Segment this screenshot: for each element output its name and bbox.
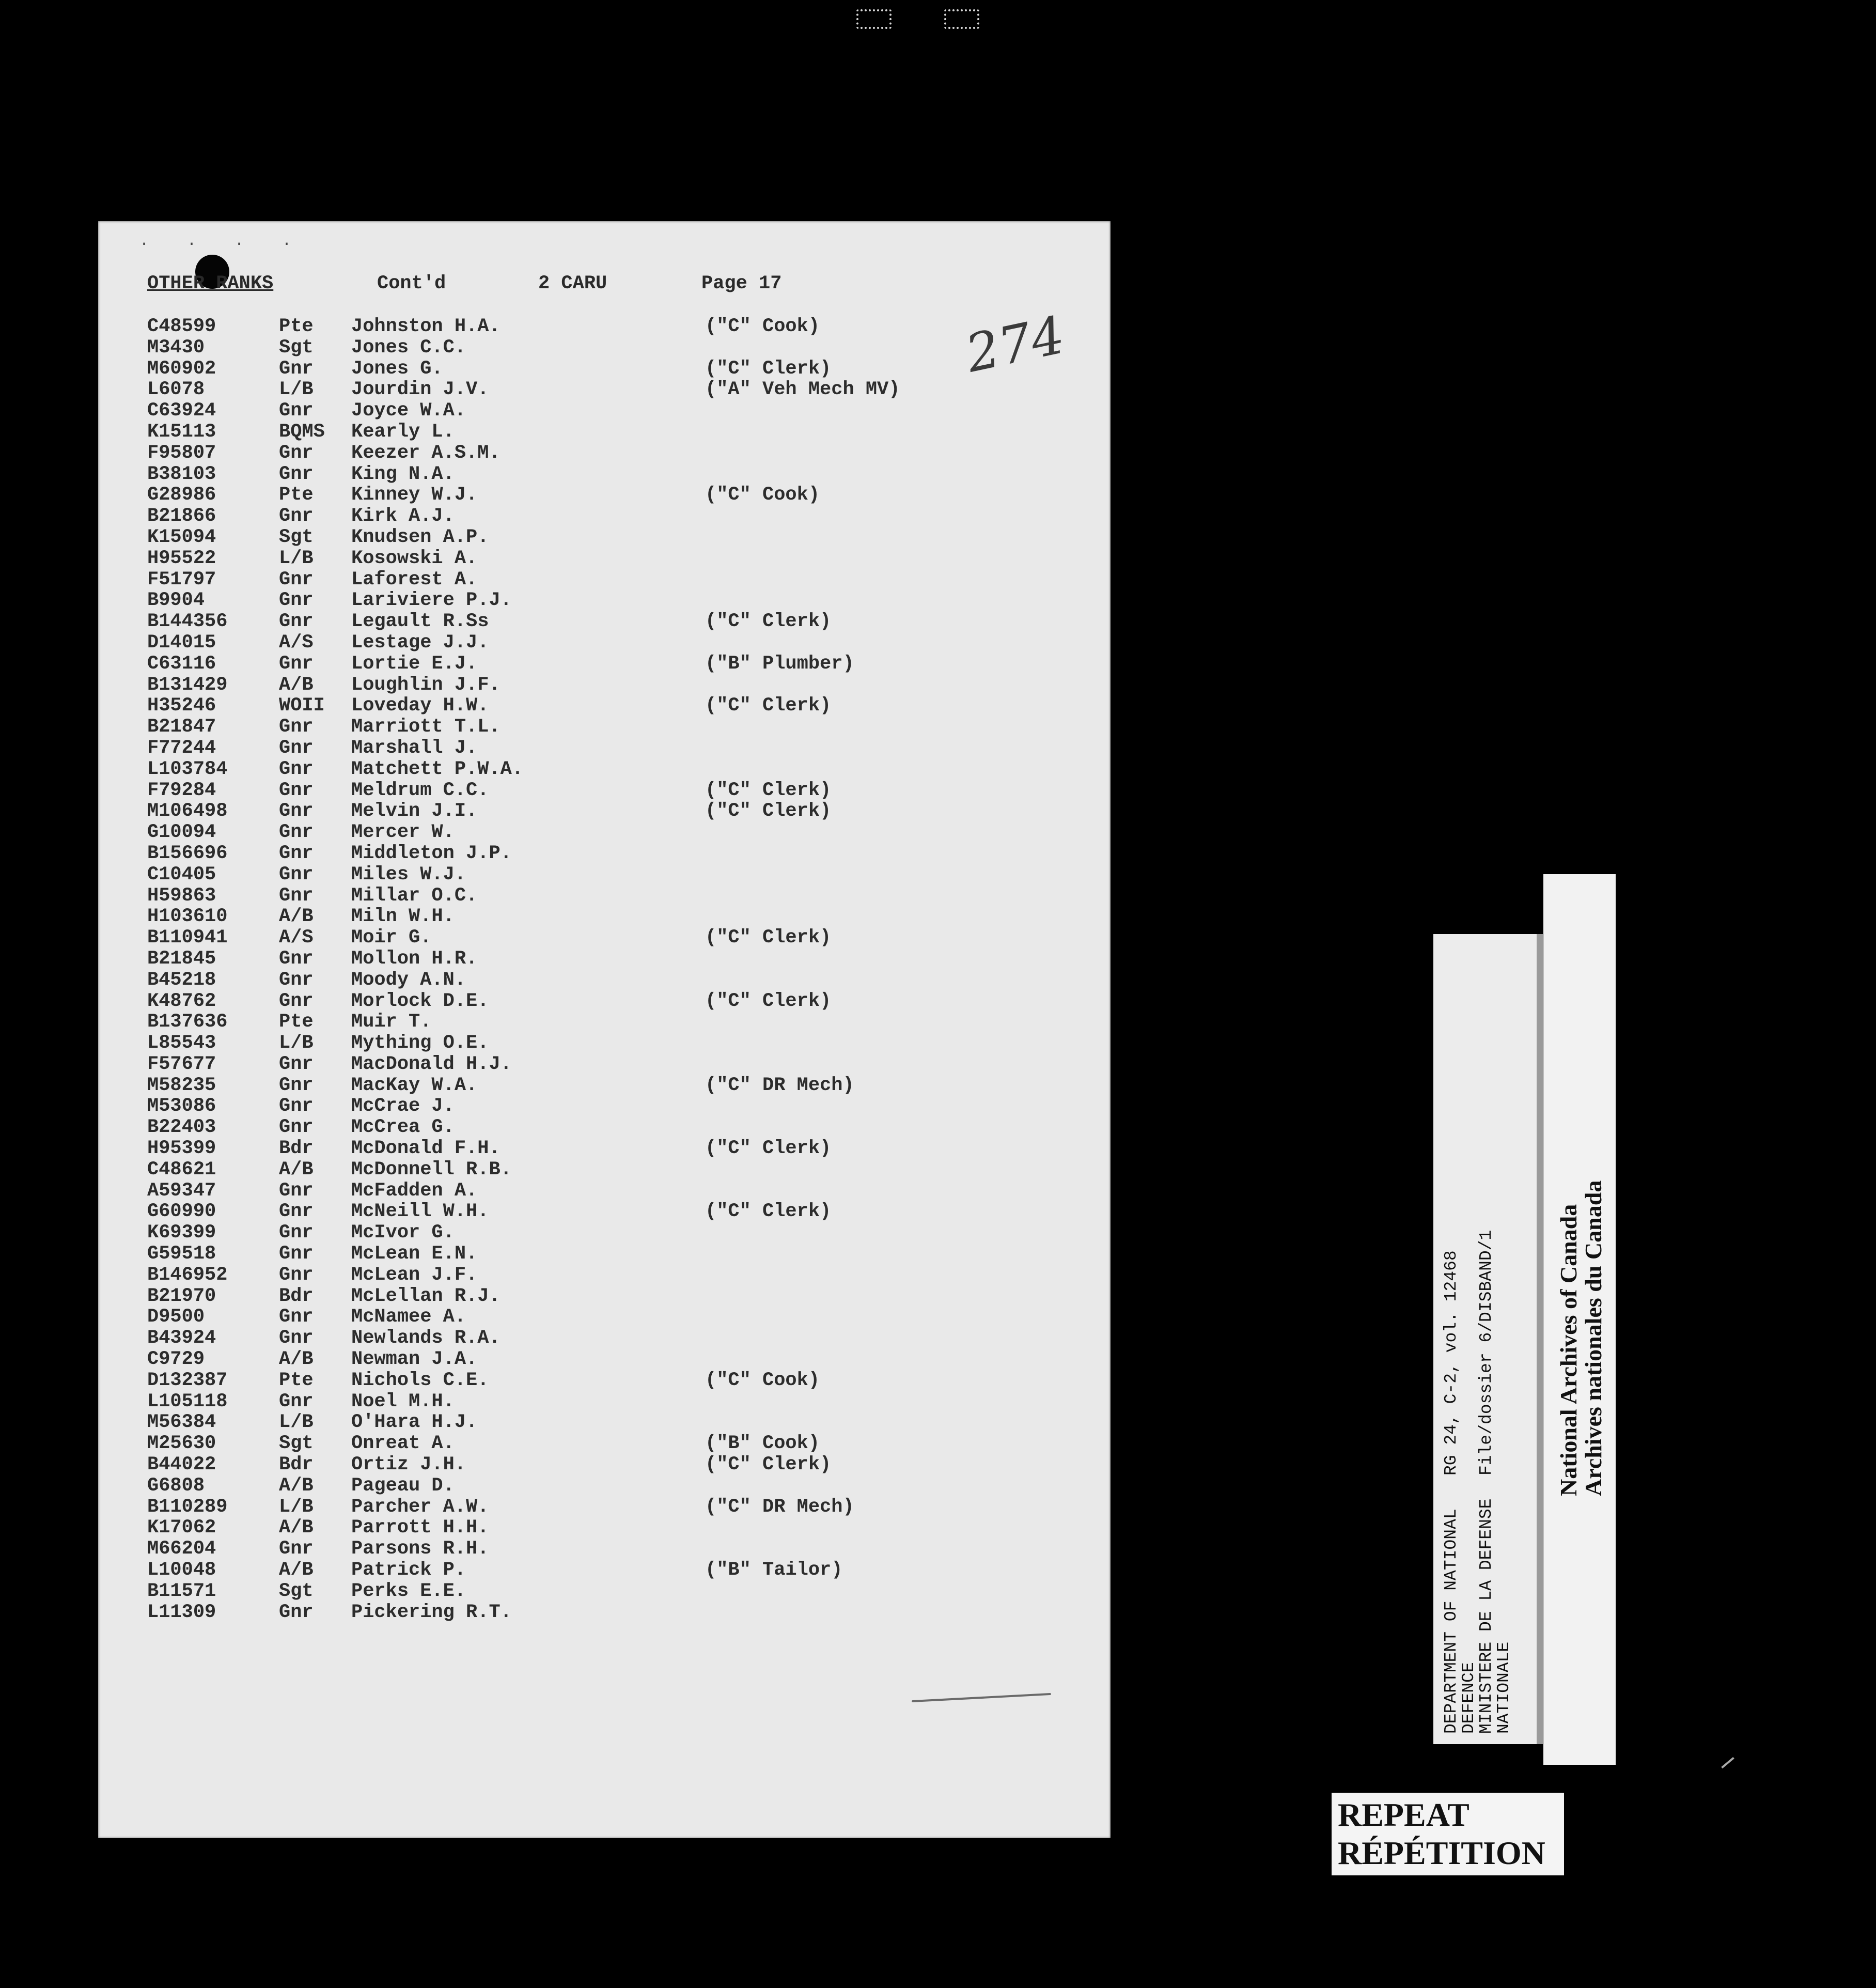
rank: A/B — [279, 674, 314, 696]
list-item — [147, 1517, 1077, 1539]
list-item — [147, 970, 1077, 991]
archive-name-label — [1543, 874, 1616, 1765]
soldier-name: Knudsen A.P. — [351, 526, 489, 548]
trade-note: ("C" Clerk) — [705, 1138, 832, 1160]
service-number: F95807 — [147, 442, 216, 464]
soldier-name: Moir G. — [351, 927, 432, 949]
rank: A/B — [279, 1559, 314, 1581]
rank: Gnr — [279, 990, 314, 1012]
service-number: C48599 — [147, 316, 216, 337]
soldier-name: McFadden A. — [351, 1179, 478, 1202]
service-number: B110289 — [147, 1496, 228, 1518]
list-item — [147, 1012, 1077, 1033]
service-number: G60990 — [147, 1201, 216, 1223]
rank: Gnr — [279, 1264, 314, 1286]
rank: A/B — [279, 1474, 314, 1497]
service-number: H95522 — [147, 547, 216, 569]
service-number: F51797 — [147, 568, 216, 591]
trade-note: ("C" Clerk) — [705, 990, 832, 1012]
film-frame-mark — [856, 9, 892, 29]
soldier-name: Muir T. — [351, 1011, 432, 1033]
department-text: DEPARTMENT OF NATIONAL DEFENCE MINISTERE DE LA DEFENSE NATIONALE — [1442, 1498, 1513, 1734]
soldier-name: Pickering R.T. — [351, 1601, 512, 1623]
service-number: B131429 — [147, 674, 228, 696]
list-item — [147, 611, 1077, 632]
service-number: B110941 — [147, 927, 228, 949]
soldier-name: Newlands R.A. — [351, 1327, 501, 1349]
rank: Gnr — [279, 442, 314, 464]
rank: A/B — [279, 1348, 314, 1371]
list-item — [147, 1033, 1077, 1054]
section-heading: OTHER RANKS — [147, 273, 274, 294]
trade-note: ("B" Tailor) — [705, 1559, 843, 1581]
soldier-name: Loveday H.W. — [351, 695, 489, 717]
service-number: F77244 — [147, 737, 216, 759]
list-item — [147, 1349, 1077, 1370]
rank: Bdr — [279, 1285, 314, 1307]
soldier-name: Miles W.J. — [351, 863, 466, 886]
trade-note: ("C" Clerk) — [705, 927, 832, 949]
soldier-name: Legault R.Ss — [351, 611, 489, 633]
rank: Gnr — [279, 1095, 314, 1117]
soldier-name: Kinney W.J. — [351, 484, 478, 506]
archive-name-english: National Archives of Canada — [1555, 1204, 1582, 1496]
service-number: L85543 — [147, 1032, 216, 1054]
soldier-name: Morlock D.E. — [351, 990, 489, 1012]
soldier-name: Millar O.C. — [351, 884, 478, 907]
list-item — [147, 1560, 1077, 1581]
soldier-name: MacDonald H.J. — [351, 1053, 512, 1075]
service-number: B44022 — [147, 1454, 216, 1476]
repeat-stamp-line1: REPEAT — [1338, 1796, 1469, 1833]
service-number: G59518 — [147, 1243, 216, 1265]
document-page — [98, 221, 1111, 1838]
rank: Gnr — [279, 842, 314, 864]
list-item — [147, 1307, 1077, 1328]
page-number: Page 17 — [701, 273, 782, 294]
rank: Gnr — [279, 1179, 314, 1202]
list-item — [147, 1265, 1077, 1286]
service-number: D132387 — [147, 1369, 228, 1391]
soldier-name: Matchett P.W.A. — [351, 758, 524, 780]
list-item — [147, 886, 1077, 907]
trade-note: ("C" Cook) — [705, 316, 820, 337]
rank: L/B — [279, 1032, 314, 1054]
soldier-name: Nichols C.E. — [351, 1369, 489, 1391]
service-number: F79284 — [147, 779, 216, 801]
list-item — [147, 1181, 1077, 1202]
trade-note: ("C" Clerk) — [705, 1201, 832, 1223]
service-number: C63116 — [147, 653, 216, 675]
list-item — [147, 590, 1077, 611]
list-item — [147, 1286, 1077, 1307]
list-item — [147, 675, 1077, 696]
soldier-name: Mything O.E. — [351, 1032, 489, 1054]
rank: A/B — [279, 1517, 314, 1539]
rank: Gnr — [279, 779, 314, 801]
rank: Pte — [279, 316, 314, 337]
rank: Gnr — [279, 1074, 314, 1096]
service-number: M60902 — [147, 358, 216, 380]
rank: Gnr — [279, 589, 314, 612]
soldier-name: McDonnell R.B. — [351, 1158, 512, 1181]
rank: Sgt — [279, 1433, 314, 1455]
list-item — [147, 1096, 1077, 1117]
soldier-name: Laforest A. — [351, 568, 478, 591]
list-item — [147, 1391, 1077, 1412]
list-item — [147, 1370, 1077, 1391]
list-item — [147, 1159, 1077, 1181]
service-number: M3430 — [147, 336, 205, 359]
list-item — [147, 738, 1077, 759]
list-item — [147, 695, 1077, 717]
list-item — [147, 1054, 1077, 1075]
list-item — [147, 632, 1077, 654]
unit-label: 2 CARU — [538, 273, 607, 294]
rank: Gnr — [279, 611, 314, 633]
service-number: M66204 — [147, 1538, 216, 1560]
soldier-name: Miln W.H. — [351, 906, 455, 928]
soldier-name: MacKay W.A. — [351, 1074, 478, 1096]
list-item — [147, 464, 1077, 485]
soldier-name: McNeill W.H. — [351, 1201, 489, 1223]
list-item — [147, 506, 1077, 527]
list-item — [147, 359, 1077, 380]
rank: Bdr — [279, 1138, 314, 1160]
rank: Gnr — [279, 1538, 314, 1560]
end-of-list-stroke — [912, 1693, 1051, 1702]
soldier-name: McLellan R.J. — [351, 1285, 501, 1307]
service-number: G6808 — [147, 1474, 205, 1497]
soldier-name: Jones G. — [351, 358, 443, 380]
rank: Gnr — [279, 400, 314, 422]
list-item — [147, 759, 1077, 780]
soldier-name: Marshall J. — [351, 737, 478, 759]
page-specks: . . . . — [139, 232, 306, 250]
service-number: B43924 — [147, 1327, 216, 1349]
soldier-name: Marriott T.L. — [351, 716, 501, 738]
soldier-name: McNamee A. — [351, 1306, 466, 1328]
service-number: H103610 — [147, 906, 228, 928]
service-number: H35246 — [147, 695, 216, 717]
trade-note: ("C" DR Mech) — [705, 1496, 854, 1518]
rank: L/B — [279, 547, 314, 569]
list-item — [147, 717, 1077, 738]
reference-text: RG 24, C-2, vol. 12468 File/dossier 6/DISBAND/1 — [1442, 1230, 1496, 1476]
rank: Gnr — [279, 1306, 314, 1328]
service-number: B22403 — [147, 1116, 216, 1139]
soldier-name: Newman J.A. — [351, 1348, 478, 1371]
service-number: K15094 — [147, 526, 216, 548]
service-number: B21970 — [147, 1285, 216, 1307]
trade-note: ("C" Cook) — [705, 1369, 820, 1391]
rank: Pte — [279, 484, 314, 506]
service-number: D14015 — [147, 631, 216, 654]
list-item — [147, 422, 1077, 443]
soldier-name: Lestage J.J. — [351, 631, 489, 654]
soldier-name: Perks E.E. — [351, 1580, 466, 1602]
list-item — [147, 569, 1077, 591]
service-number: F57677 — [147, 1053, 216, 1075]
soldier-name: Lariviere P.J. — [351, 589, 512, 612]
list-item — [147, 949, 1077, 970]
rank: Gnr — [279, 884, 314, 907]
list-item — [147, 1412, 1077, 1433]
soldier-name: Kirk A.J. — [351, 505, 455, 527]
service-number: B146952 — [147, 1264, 228, 1286]
rank: Gnr — [279, 821, 314, 844]
rank: Sgt — [279, 1580, 314, 1602]
rank: Gnr — [279, 653, 314, 675]
service-number: K15113 — [147, 421, 216, 443]
list-item — [147, 379, 1077, 400]
soldier-name: Middleton J.P. — [351, 842, 512, 864]
soldier-name: Kosowski A. — [351, 547, 478, 569]
service-number: M25630 — [147, 1433, 216, 1455]
trade-note: ("B" Cook) — [705, 1433, 820, 1455]
archive-name-french: Archives nationales du Canada — [1580, 1180, 1606, 1496]
archive-reference-label — [1433, 934, 1543, 1744]
trade-note: ("A" Veh Mech MV) — [705, 379, 900, 401]
soldier-name: Meldrum C.C. — [351, 779, 489, 801]
list-item — [147, 1222, 1077, 1244]
rank: L/B — [279, 379, 314, 401]
rank: WOII — [279, 695, 325, 717]
rank: L/B — [279, 1496, 314, 1518]
service-number: B21845 — [147, 948, 216, 970]
soldier-name: King N.A. — [351, 463, 455, 485]
trade-note: ("C" Clerk) — [705, 779, 832, 801]
soldier-name: Parrott H.H. — [351, 1517, 489, 1539]
trade-note: ("C" Clerk) — [705, 695, 832, 717]
service-number: G10094 — [147, 821, 216, 844]
list-item — [147, 1244, 1077, 1265]
soldier-name: Melvin J.I. — [351, 800, 478, 822]
service-number: K69399 — [147, 1222, 216, 1244]
soldier-name: Jones C.C. — [351, 336, 466, 359]
film-frame-mark — [944, 9, 979, 29]
list-item — [147, 991, 1077, 1012]
service-number: K48762 — [147, 990, 216, 1012]
soldier-name: Loughlin J.F. — [351, 674, 501, 696]
trade-note: ("C" Clerk) — [705, 358, 832, 380]
list-item — [147, 548, 1077, 569]
service-number: L11309 — [147, 1601, 216, 1623]
service-number: B45218 — [147, 969, 216, 991]
rank: A/B — [279, 906, 314, 928]
service-number: G28986 — [147, 484, 216, 506]
handwritten-folio-number: 274 — [960, 304, 1070, 384]
list-item — [147, 443, 1077, 464]
rank: L/B — [279, 1411, 314, 1434]
service-number: B156696 — [147, 842, 228, 864]
list-item — [147, 527, 1077, 548]
soldier-name: Keezer A.S.M. — [351, 442, 501, 464]
rank: Pte — [279, 1011, 314, 1033]
service-number: H95399 — [147, 1138, 216, 1160]
service-number: M56384 — [147, 1411, 216, 1434]
soldier-name: McLean E.N. — [351, 1243, 478, 1265]
rank: Sgt — [279, 526, 314, 548]
list-item — [147, 1581, 1077, 1602]
list-item — [147, 1539, 1077, 1560]
rank: Sgt — [279, 336, 314, 359]
soldier-name: Kearly L. — [351, 421, 455, 443]
rank: Gnr — [279, 969, 314, 991]
list-item — [147, 654, 1077, 675]
service-number: L10048 — [147, 1559, 216, 1581]
trade-note: ("C" Clerk) — [705, 800, 832, 822]
soldier-name: Mollon H.R. — [351, 948, 478, 970]
list-item — [147, 1476, 1077, 1497]
list-item — [147, 843, 1077, 864]
repeat-stamp-line2: RÉPÉTITION — [1338, 1835, 1545, 1871]
soldier-name: Lortie E.J. — [351, 653, 478, 675]
soldier-name: McCrae J. — [351, 1095, 455, 1117]
rank: Pte — [279, 1369, 314, 1391]
personnel-list — [147, 316, 1077, 1623]
continued-label: Cont'd — [377, 273, 446, 294]
corner-mark — [1721, 1757, 1734, 1768]
list-item — [147, 1117, 1077, 1138]
rank: Gnr — [279, 1243, 314, 1265]
list-item — [147, 822, 1077, 843]
rank: Gnr — [279, 800, 314, 822]
soldier-name: McCrea G. — [351, 1116, 455, 1139]
service-number: B9904 — [147, 589, 205, 612]
service-number: L105118 — [147, 1390, 228, 1412]
service-number: D9500 — [147, 1306, 205, 1328]
soldier-name: Noel M.H. — [351, 1390, 455, 1412]
trade-note: ("C" Cook) — [705, 484, 820, 506]
service-number: K17062 — [147, 1517, 216, 1539]
service-number: B38103 — [147, 463, 216, 485]
rank: Bdr — [279, 1454, 314, 1476]
soldier-name: Johnston H.A. — [351, 316, 501, 337]
list-item — [147, 906, 1077, 927]
service-number: M53086 — [147, 1095, 216, 1117]
list-item — [147, 485, 1077, 506]
rank: Gnr — [279, 863, 314, 886]
trade-note: ("C" DR Mech) — [705, 1074, 854, 1096]
repeat-stamp — [1332, 1793, 1564, 1875]
list-item — [147, 1201, 1077, 1222]
service-number: C9729 — [147, 1348, 205, 1371]
soldier-name: Jourdin J.V. — [351, 379, 489, 401]
soldier-name: Mercer W. — [351, 821, 455, 844]
trade-note: ("C" Clerk) — [705, 611, 832, 633]
list-item — [147, 1328, 1077, 1349]
rank: Gnr — [279, 1201, 314, 1223]
soldier-name: Moody A.N. — [351, 969, 466, 991]
service-number: H59863 — [147, 884, 216, 907]
soldier-name: Parcher A.W. — [351, 1496, 489, 1518]
soldier-name: Onreat A. — [351, 1433, 455, 1455]
list-item — [147, 801, 1077, 822]
soldier-name: McDonald F.H. — [351, 1138, 501, 1160]
list-item — [147, 780, 1077, 801]
soldier-name: Patrick P. — [351, 1559, 466, 1581]
rank: Gnr — [279, 1601, 314, 1623]
service-number: L6078 — [147, 379, 205, 401]
soldier-name: Joyce W.A. — [351, 400, 466, 422]
service-number: L103784 — [147, 758, 228, 780]
list-item — [147, 1433, 1077, 1454]
rank: Gnr — [279, 505, 314, 527]
service-number: A59347 — [147, 1179, 216, 1202]
service-number: B11571 — [147, 1580, 216, 1602]
rank: Gnr — [279, 568, 314, 591]
service-number: C63924 — [147, 400, 216, 422]
rank: Gnr — [279, 1222, 314, 1244]
soldier-name: McLean J.F. — [351, 1264, 478, 1286]
list-item — [147, 1497, 1077, 1518]
rank: Gnr — [279, 737, 314, 759]
rank: Gnr — [279, 1053, 314, 1075]
list-item — [147, 1454, 1077, 1476]
rank: Gnr — [279, 758, 314, 780]
service-number: C48621 — [147, 1158, 216, 1181]
rank: Gnr — [279, 1327, 314, 1349]
soldier-name: Ortiz J.H. — [351, 1454, 466, 1476]
list-item — [147, 1138, 1077, 1159]
service-number: M58235 — [147, 1074, 216, 1096]
list-item — [147, 1075, 1077, 1096]
rank: A/S — [279, 927, 314, 949]
rank: A/B — [279, 1158, 314, 1181]
list-item — [147, 337, 1077, 359]
soldier-name: McIvor G. — [351, 1222, 455, 1244]
list-item — [147, 316, 1077, 337]
rank: Gnr — [279, 463, 314, 485]
rank: BQMS — [279, 421, 325, 443]
soldier-name: Parsons R.H. — [351, 1538, 489, 1560]
list-item — [147, 864, 1077, 886]
rank: Gnr — [279, 1116, 314, 1139]
list-item — [147, 1602, 1077, 1623]
rank: Gnr — [279, 1390, 314, 1412]
rank: Gnr — [279, 716, 314, 738]
soldier-name: Pageau D. — [351, 1474, 455, 1497]
service-number: B21866 — [147, 505, 216, 527]
soldier-name: O'Hara H.J. — [351, 1411, 478, 1434]
service-number: M106498 — [147, 800, 228, 822]
service-number: B137636 — [147, 1011, 228, 1033]
rank: Gnr — [279, 948, 314, 970]
rank: A/S — [279, 631, 314, 654]
service-number: B144356 — [147, 611, 228, 633]
trade-note: ("B" Plumber) — [705, 653, 854, 675]
rank: Gnr — [279, 358, 314, 380]
list-item — [147, 927, 1077, 949]
service-number: B21847 — [147, 716, 216, 738]
list-item — [147, 400, 1077, 422]
service-number: C10405 — [147, 863, 216, 886]
trade-note: ("C" Clerk) — [705, 1454, 832, 1476]
